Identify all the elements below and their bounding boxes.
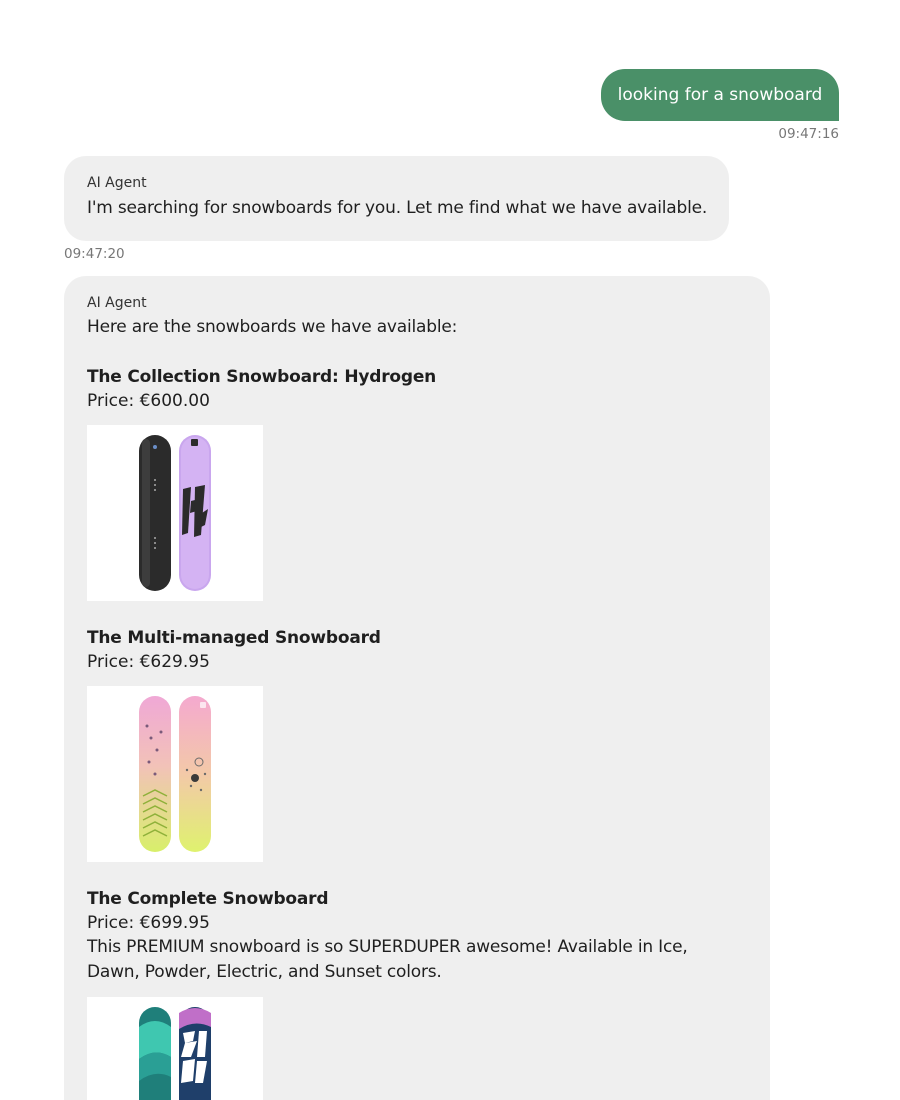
agent-product-message-bubble [64, 276, 770, 1100]
user-message-timestamp: 09:47:16 [778, 126, 839, 142]
product-price: Price: €699.95 [87, 913, 210, 933]
user-message-bubble [601, 69, 839, 121]
agent-message-bubble [64, 156, 729, 241]
product-price: Price: €600.00 [87, 391, 210, 411]
product-item-multi-managed [87, 626, 747, 862]
snowboard-multi-managed-image[interactable] [87, 686, 263, 862]
product-name: The Complete Snowboard [87, 889, 329, 909]
agent-sender-label: AI Agent [87, 175, 147, 191]
snowboard-hydrogen-image[interactable] [87, 425, 263, 601]
agent-message-text: I'm searching for snowboards for you. Let me find what we have available. [87, 198, 708, 218]
agent-message-timestamp: 09:47:20 [64, 246, 125, 262]
product-name: The Multi-managed Snowboard [87, 628, 381, 648]
product-item-complete [87, 887, 747, 1100]
user-message-text: looking for a snowboard [617, 85, 823, 105]
product-name: The Collection Snowboard: Hydrogen [87, 367, 437, 387]
product-description: This PREMIUM snowboard is so SUPERDUPER awesome! Available in Ice, Dawn, Powder, Electric, and Sunset colors. [87, 937, 688, 982]
product-item-hydrogen [87, 365, 747, 601]
agent-message-intro: Here are the snowboards we have available: [87, 317, 458, 337]
product-price: Price: €629.95 [87, 652, 210, 672]
snowboard-complete-image[interactable] [87, 997, 263, 1100]
agent-sender-label: AI Agent [87, 295, 147, 311]
